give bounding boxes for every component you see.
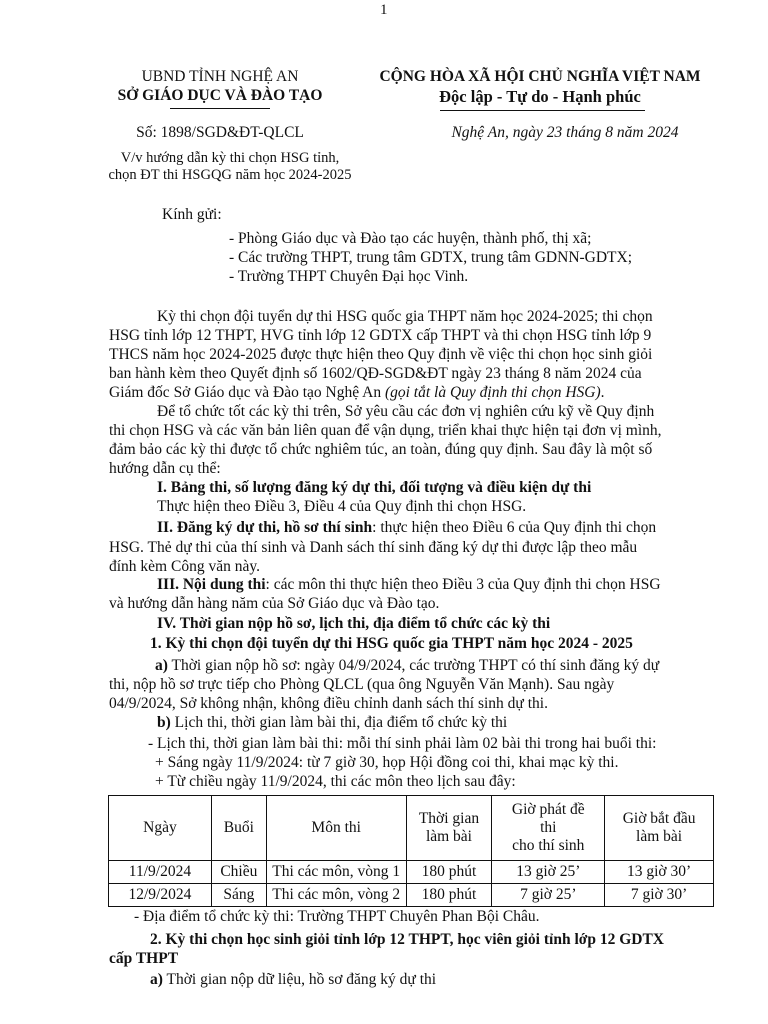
section-1-title: I. Bảng thi, số lượng đăng ký dự thi, đối tượng và điều kiện dự thi: [157, 479, 592, 496]
row-2-session: Sáng: [211, 884, 266, 907]
header-start-line-2: làm bài: [636, 828, 683, 845]
national-slogan: Độc lập - Tự do - Hạnh phúc: [439, 87, 641, 106]
row-2-handout: 7 giờ 25’: [492, 884, 605, 907]
table-row: [109, 884, 714, 907]
section-2-line-2: HSG. Thẻ dự thi của thí sinh và Danh sách thí sinh đăng ký dự thi được lập theo mẫu: [109, 539, 638, 556]
schedule-line-1: - Lịch thi, thời gian làm bài thi: mỗi thí sinh phải làm 02 bài thi trong hai buổi thi:: [148, 735, 657, 752]
row-1-subject: Thi các môn, vòng 1: [266, 861, 406, 884]
row-1-session: Chiều: [211, 861, 266, 884]
slogan-underline: [440, 110, 645, 111]
issuer-department: SỞ GIÁO DỤC VÀ ĐÀO TẠO: [117, 87, 323, 104]
row-1-start: 13 giờ 30’: [605, 861, 714, 884]
section-2-text-1: : thực hiện theo Điều 6 của Quy định thi chọn: [372, 519, 657, 536]
subsection-1-title: 1. Kỳ thi chọn đội tuyển dự thi HSG quốc gia THPT năm học 2024 - 2025: [150, 635, 633, 652]
issuer-underline: [170, 108, 270, 109]
request-line-1: Để tổ chức tốt các kỳ thi trên, Sở yêu cầu các đơn vị nghiên cứu kỹ về Quy định: [157, 403, 655, 420]
subsection-1b-line: [157, 713, 507, 732]
subsection-1a-label: a): [155, 657, 168, 674]
subsection-1b-label: b): [157, 714, 171, 731]
subsection-1a-text-1: Thời gian nộp hồ sơ: ngày 04/9/2024, các trường THPT có thí sinh đăng ký dự: [167, 657, 660, 674]
section-2-title: II. Đăng ký dự thi, hồ sơ thí sinh: [157, 519, 373, 536]
section-3-line-1: [157, 575, 661, 594]
intro-line-5: [109, 383, 605, 402]
intro-period: .: [600, 384, 605, 401]
page-number: 1: [380, 2, 388, 18]
subject-line-1: V/v hướng dẫn kỳ thi chọn HSG tỉnh,: [120, 150, 340, 166]
row-2-date: 12/9/2024: [109, 884, 212, 907]
subsection-1b-text: Lịch thi, thời gian làm bài thi, địa điểm tổ chức kỳ thi: [170, 714, 508, 731]
section-2-line-1: [157, 518, 656, 537]
recipient-1: - Phòng Giáo dục và Đào tạo các huyện, thành phố, thị xã;: [229, 230, 592, 247]
subsection-2a-line: [150, 970, 436, 989]
header-handout-line-1: Giờ phát đề: [511, 801, 585, 818]
header-start-line-1: Giờ bắt đầu: [622, 810, 696, 827]
intro-line-4: ban hành kèm theo Quyết định số 1602/QĐ-SGD&ĐT ngày 23 tháng 8 năm 2024 của: [109, 365, 642, 382]
header-date: Ngày: [109, 796, 212, 861]
request-line-4: hướng dẫn cụ thể:: [109, 460, 221, 477]
section-3-title: III. Nội dung thi: [157, 576, 266, 593]
document-number: Số: 1898/SGD&ĐT-QLCL: [136, 124, 304, 141]
header-duration-line-2: làm bài: [425, 828, 472, 845]
section-3-line-2: và hướng dẫn hàng năm của Sở Giáo dục và Đào tạo.: [109, 595, 440, 612]
header-handout-line-2: thi: [540, 819, 557, 836]
header-duration: [406, 796, 492, 861]
subsection-2-title-2: cấp THPT: [109, 950, 179, 967]
schedule-line-2: + Sáng ngày 11/9/2024: từ 7 giờ 30, họp Hội đồng coi thi, khai mạc kỳ thi.: [155, 754, 619, 771]
intro-line-3: THCS năm học 2024-2025 được thực hiện theo Quy định về việc thi chọn học sinh giỏi: [109, 346, 653, 363]
section-4-title: IV. Thời gian nộp hồ sơ, lịch thi, địa điểm tổ chức các kỳ thi: [157, 615, 551, 632]
subsection-2a-text: Thời gian nộp dữ liệu, hồ sơ đăng ký dự thi: [162, 971, 437, 988]
national-motto: CỘNG HÒA XÃ HỘI CHỦ NGHĨA VIỆT NAM: [379, 68, 701, 85]
intro-line-5-text: Giám đốc Sở Giáo dục và Đào tạo Nghệ An: [109, 384, 385, 401]
exam-venue: - Địa điểm tổ chức kỳ thi: Trường THPT Chuyên Phan Bội Châu.: [134, 908, 540, 925]
greeting: Kính gửi:: [162, 206, 222, 223]
subsection-1a-line-1: [155, 656, 659, 675]
request-line-2: thi chọn HSG và các văn bản liên quan để vận dụng, triển khai thực hiện tại đơn vị mình,: [109, 422, 662, 439]
issuer-province: UBND TỈNH NGHỆ AN: [141, 68, 299, 85]
subsection-2-title-1: 2. Kỳ thi chọn học sinh giỏi tỉnh lớp 12 THPT, học viên giỏi tỉnh lớp 12 GDTX: [150, 931, 664, 948]
header-handout-line-3: cho thí sinh: [512, 837, 585, 854]
subsection-1a-line-2: thi, nộp hồ sơ trực tiếp cho Phòng QLCL (qua ông Nguyễn Văn Mạnh). Sau ngày: [109, 676, 615, 693]
schedule-line-3: + Từ chiều ngày 11/9/2024, thi các môn theo lịch sau đây:: [155, 773, 516, 790]
row-1-duration: 180 phút: [406, 861, 492, 884]
row-2-start: 7 giờ 30’: [605, 884, 714, 907]
row-1-date: 11/9/2024: [109, 861, 212, 884]
section-2-line-3: đính kèm Công văn này.: [109, 558, 260, 575]
row-2-duration: 180 phút: [406, 884, 492, 907]
request-line-3: đảm bảo các kỳ thi được tổ chức nghiêm túc, an toàn, đúng quy định. Sau đây là một số: [109, 441, 653, 458]
header-handout: [492, 796, 605, 861]
header-session: Buổi: [211, 796, 266, 861]
row-1-handout: 13 giờ 25’: [492, 861, 605, 884]
intro-line-1: Kỳ thi chọn đội tuyển dự thi HSG quốc gia THPT năm học 2024-2025; thi chọn: [157, 308, 653, 325]
recipient-2: - Các trường THPT, trung tâm GDTX, trung tâm GDNN-GDTX;: [229, 249, 633, 266]
section-1-text: Thực hiện theo Điều 3, Điều 4 của Quy định thi chọn HSG.: [157, 498, 527, 515]
subsection-1a-line-3: 04/9/2024, Sở không nhận, không điều chỉnh danh sách thí sinh dự thi.: [109, 695, 548, 712]
header-duration-line-1: Thời gian: [418, 810, 480, 827]
intro-line-2: HSG tỉnh lớp 12 THPT, HVG tỉnh lớp 12 GDTX cấp THPT và thi chọn HSG tỉnh lớp 9: [109, 327, 652, 344]
exam-schedule-table: [108, 795, 714, 907]
table-row: [109, 861, 714, 884]
recipient-3: - Trường THPT Chuyên Đại học Vinh.: [229, 268, 469, 285]
header-subject: Môn thi: [266, 796, 406, 861]
header-start: [605, 796, 714, 861]
section-3-text-1: : các môn thi thực hiện theo Điều 3 của Quy định thi chọn HSG: [265, 576, 661, 593]
place-date: Nghệ An, ngày 23 tháng 8 năm 2024: [451, 124, 679, 141]
row-2-subject: Thi các môn, vòng 2: [266, 884, 406, 907]
table-header-row: [109, 796, 714, 861]
intro-abbreviation-note: (gọi tắt là Quy định thi chọn HSG): [384, 384, 601, 401]
subsection-2a-label: a): [150, 971, 163, 988]
subject-line-2: chọn ĐT thi HSGQG năm học 2024-2025: [108, 167, 352, 183]
